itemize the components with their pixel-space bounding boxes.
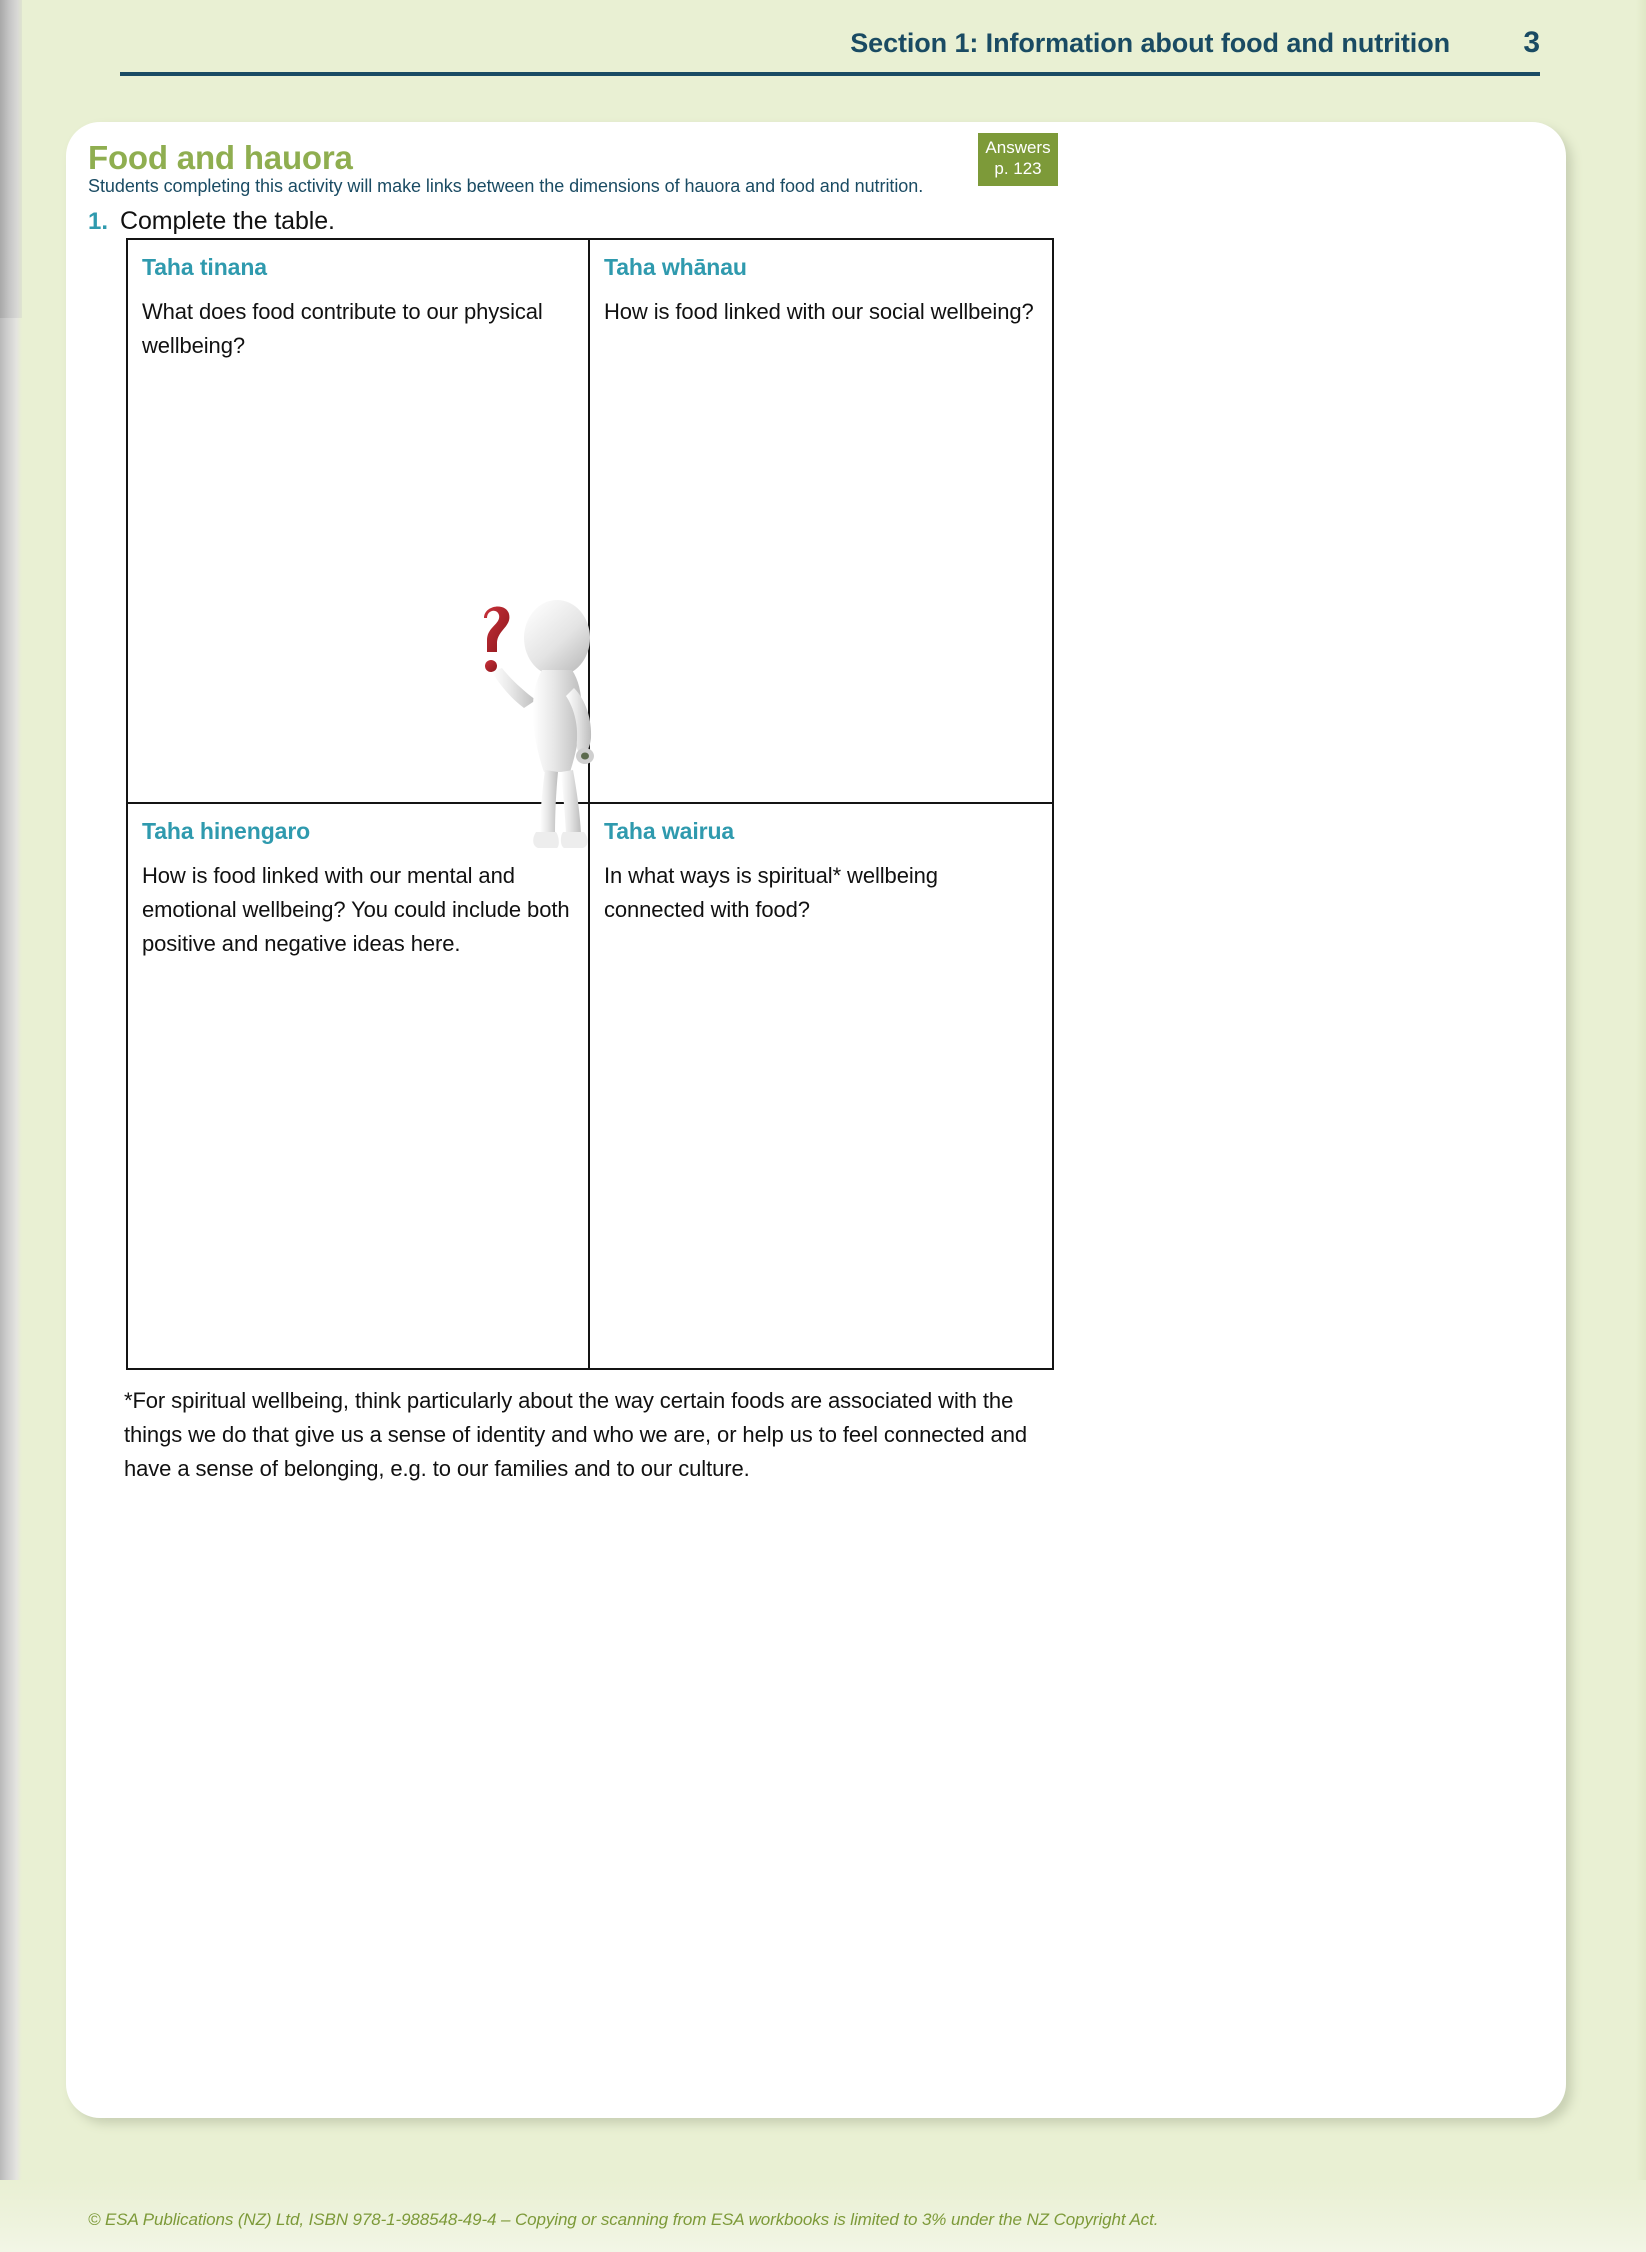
activity-intro: Students completing this activity will make links between the dimensions of hauora and food and nutrition. (88, 176, 924, 196)
cell-prompt: How is food linked with our mental and emotional wellbeing? You could include both positive and negative ideas here. (142, 863, 570, 957)
question-row (88, 207, 335, 236)
cell-title: Taha whānau (604, 254, 747, 280)
table-cell-taha-whanau[interactable] (590, 240, 1052, 804)
answers-badge-page: p. 123 (994, 159, 1042, 179)
cell-title: Taha tinana (142, 254, 267, 280)
cell-prompt: How is food linked with our social wellbeing? (604, 299, 1034, 324)
header-rule (120, 72, 1540, 76)
answers-badge-label: Answers (985, 138, 1051, 157)
footnote: *For spiritual wellbeing, think particularly about the way certain foods are associated with the things we do that give us a sense of identity and who we are, or help us to feel connected and have a sense of belonging, e.g. to our families and to our culture. (124, 1388, 1027, 1482)
cell-title: Taha wairua (604, 818, 735, 844)
cell-prompt: In what ways is spiritual* wellbeing connected with food? (604, 863, 938, 923)
page-spine-shadow (0, 0, 22, 2252)
running-header (120, 26, 1540, 60)
page-title: Food and hauora (88, 139, 353, 176)
table-cell-taha-hinengaro[interactable] (128, 804, 590, 1368)
cell-title: Taha hinengaro (142, 818, 311, 844)
table-cell-taha-wairua[interactable] (590, 804, 1052, 1368)
page-right-edge (1636, 0, 1646, 2252)
page-spine-block (0, 0, 22, 318)
answers-badge (978, 133, 1058, 186)
header-title: Section 1: Information about food and nutrition (850, 28, 1450, 58)
cell-prompt: What does food contribute to our physical wellbeing? (142, 299, 543, 359)
page-number: 3 (1523, 26, 1540, 59)
table-cell-taha-tinana[interactable] (128, 240, 590, 804)
question-number: 1. (88, 208, 109, 235)
question-text: Complete the table. (120, 207, 335, 235)
hauora-table (126, 238, 1054, 1370)
copyright-text: © ESA Publications (NZ) Ltd, ISBN 978-1-988548-49-4 – Copying or scanning from ESA workbooks is limited to 3% under the NZ Copyright Act. (88, 2210, 1159, 2229)
